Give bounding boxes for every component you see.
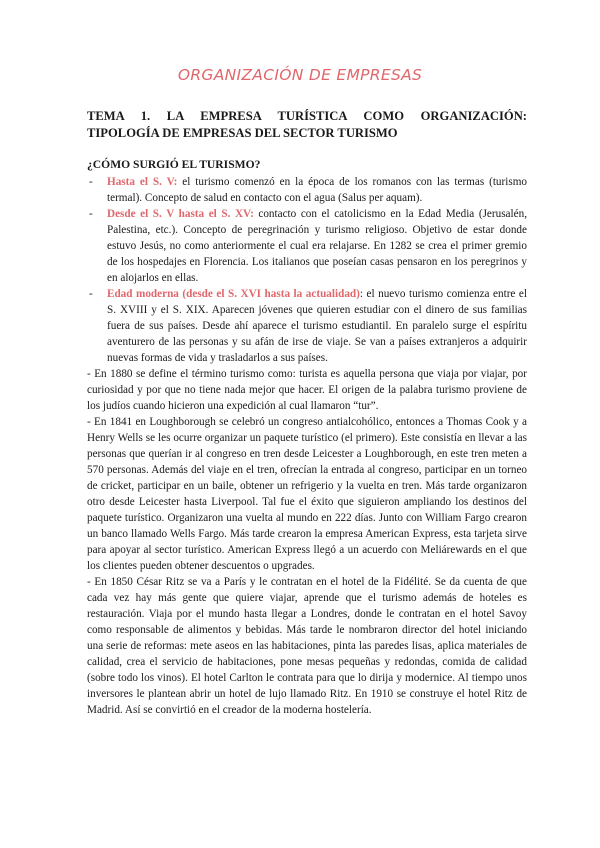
era-text: : el nuevo turismo comienza entre el S. XVIII y el S. XIX. Aparecen jóvenes que quieren estudiar con el dinero de sus familias fuera de sus países. Desde ahí aparece el turismo estudiantil. En paralelo surge el espíritu aventurero de las personas y su afán de irse de viaje. Se van a países extranjeros a adquirir nuevas formas de vida y trasladarlos a sus países. xyxy=(107,288,527,364)
era-list xyxy=(87,174,527,366)
era-text: contacto con el catolicismo en la Edad Media (Jerusalén, Palestina, etc.). Concepto de peregrinación y turismo religioso. Objetivo de estar donde estuvo Jesús, no como anteriormente el cual era relajarse. En 1282 se crea el primer gremio de los hospedajes en Florencia. Los italianos que poseían casas pensaron en los peregrinos y en alojarlos en ellas. xyxy=(107,208,527,284)
era-text: el turismo comenzó en la época de los romanos con las termas (turismo termal). Concepto de salud en contacto con el agua (Salus per aquam). xyxy=(107,176,528,204)
era-item xyxy=(87,206,527,286)
era-label: Edad moderna (desde el S. XVI hasta la actualidad) xyxy=(107,288,360,300)
topic-heading xyxy=(87,108,527,142)
paragraph-1850: - En 1850 César Ritz se va a París y le contratan en el hotel de la Fidélité. Se da cuenta de que cada vez hay más gente que quiere viajar, aprende que el turismo además de hoteles es restauración. Viaja por el mundo hasta llegar a Londres, donde le contratan en el hotel Savoy como responsable de alimentos y bebidas. Más tarde le nombraron director del hotel iniciando una serie de reformas: mete aseos en las habitaciones, pinta las paredes lisas, aplica materiales de calidad, crea el servicio de habitaciones, pone mesas pequeñas y redondas, comida de calidad (sobre todo los vinos). El hotel Carlton le contrata para que lo dirija y modernice. Al tiempo unos inversores le plantean abrir un hotel de lujo llamado Ritz. En 1910 se construye el hotel Ritz de Madrid. Así se convirtió en el creador de la moderna hostelería. xyxy=(87,576,527,716)
section-subheading: ¿CÓMO SURGIÓ EL TURISMO? xyxy=(87,158,261,171)
topic-heading-line-2: TIPOLOGÍA DE EMPRESAS DEL SECTOR TURISMO xyxy=(87,126,398,140)
era-item xyxy=(87,174,527,206)
paragraph-1841: - En 1841 en Loughborough se celebró un congreso antialcohólico, entonces a Thomas Cook y a Henry Wells se les ocurre organizar un paquete turístico (el primero). Este consistía en llevar a las personas que querían ir al congreso en tren desde Leicester a Loughborough, en este tren meten a 570 personas. Además del viaje en el tren, ofrecían la entrada al congreso, participar en un torneo de cricket, participar en un baile, obtener un refrigerio y la vuelta en tren. Más tarde organizaron otro desde Leicester hasta Liverpool. Tal fue el éxito que siguieron ampliando los destinos del paquete turístico. Organizaron una vuelta al mundo en 222 días. Junto con William Fargo crearon un banco llamado Wells Fargo. Más tarde crearon la empresa American Express, esta tarjeta sirve para apoyar al sector turístico. American Express llegó a un acuerdo con Meliárewards en el que los clientes pueden obtener descuentos o upgrades. xyxy=(87,416,527,572)
era-item xyxy=(87,286,527,366)
list-dash: - xyxy=(89,208,93,220)
list-dash: - xyxy=(89,288,93,300)
document-body xyxy=(87,108,527,718)
list-dash: - xyxy=(89,176,93,188)
era-label: Desde el S. V hasta el S. XV: xyxy=(107,208,254,220)
document-title: ORGANIZACIÓN DE EMPRESAS xyxy=(177,66,423,84)
era-label: Hasta el S. V: xyxy=(107,176,178,188)
paragraph-1880: - En 1880 se define el término turismo como: turista es aquella persona que viaja por viajar, por curiosidad y por que no tiene nada mejor que hacer. El origen de la palabra turismo proviene de los judíos cuando hicieron una expedición al cual llamaron “tur”. xyxy=(87,368,527,412)
topic-heading-line-1: TEMA 1. LA EMPRESA TURÍSTICA COMO ORGANIZACIÓN: xyxy=(87,109,527,123)
